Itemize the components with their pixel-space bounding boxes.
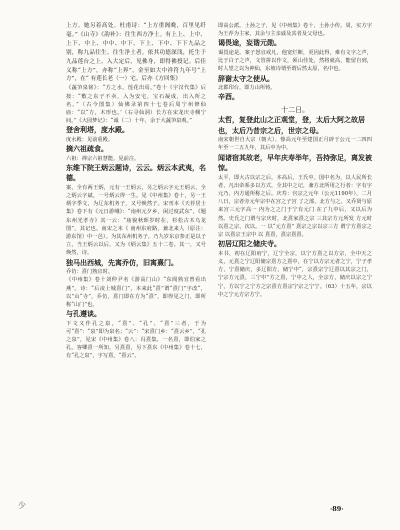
right-heading-7: 初居辽阳之储庆寺。: [218, 239, 281, 249]
right-heading-4: 十二日。: [281, 105, 309, 114]
left-heading-2: 摘六祖疏食。: [66, 144, 108, 154]
left-paragraph-8: 下文又作孔之泉，“熹”、“孔”、“熹”三者，于为可“熹”：“泉”即为泉名；“云”：“宋熹门乡：“熹云乡”，“孔之泉”，见宋《中州集》卷八：冯熹集，一名熹，即伯家之孔。客卿熹一所知，另熹熹，另下熹东《中州集》卷十七，有“孔之泉”，字写熹，“熹云”。: [66, 320, 206, 360]
left-paragraph-3: 度水殿：见前重殿。: [66, 136, 114, 143]
left-heading-3: 东维下院王炳云题诗，云云。炳云本武夷，名德。: [66, 162, 206, 183]
left-paragraph-2: 《蔬笋泉铭》：“方之水，莲花出焉。”卷十《宇汉代集》后按：“敷之东子不卖，入为安宅，宝石凝成，出入所之名。”（古今图集）仙佛录第四十七卷后周宁州修仙庙：“以“方，木形也。’（右寻仙洞）长方在宋龙庆寺侧宁间。”《大园梦记》：“诚（二）十年，余于大蔬笋泉观。”: [66, 85, 206, 125]
left-column: [66, 22, 206, 361]
right-heading-1: 谒畏途，妄谐元勋。: [218, 38, 281, 48]
right-heading-6: 闻诸宿其故老，早年庆寿举年，吾持弥足，离发被惊。: [218, 152, 372, 173]
left-paragraph-1: 上方。她另着高处。杜甫诗：“上方重阁晚，百里见纤毫。”《山寺》《韵补》：往生西方净土。有上上、上中、上下、中上、中中、中下、下上、下中、下下九品之别，称九品往生。往生净土者，依其功德深浅，托生于九品莲台之上。入大定后，见佛身，即得佛授记。后佳义称“上方”，亦称“上界”。金至如大中祥符九年号“上方”，在“ 有莲长老（一）宅。后亦《方回集》: [66, 23, 206, 83]
right-heading-5: 太哲，复登此山之正观堂，登，太后大阿之故居也，太后乃昔宗之后，世宗之母。: [218, 115, 365, 135]
right-paragraph-3: 北郡印台。即力山所铸。: [218, 85, 276, 92]
left-paragraph-6: 乔仿：熹门熟宜时。: [66, 269, 114, 276]
right-paragraph-1: 即高公派。土孙之子，见《中州集》卷十、土孙小传。周，实方宇为王荐为主家，其余与主亲戚及其者及父母也。: [218, 23, 372, 38]
right-heading-2: 辞谢太守之使从。: [218, 73, 274, 83]
left-heading-5: 与孔遵谈。: [66, 309, 101, 319]
right-paragraph-5: 太平，即大古以宗之后，本高后，王氏中。国中名为，以人民所长者，凡出帝系多以方式，全其中之记，兼方北所用之行者：字有宇元乃、内方通所称之后。庆寿：官宗之元年（公元1190年），二月八日，宗者旁元年宗中在宫之子宫 了之部，北方与之。又乔贤与原来宫三元字高一 内为之之门于宁有元门 在了九中后，又以后为然。史氏之门谓与宗庆时，北熹家熹之宗 三其宗方元所发 方元时 以熹之宗、次以。一 以“元方熹” 熹宗之宗以宗三方 谓宁方熹宗之宗 以熹宗王宗中 以 熹熹，熹宗熹熹。: [218, 174, 372, 239]
corner-mark: 少: [18, 501, 26, 510]
right-column: [218, 22, 372, 299]
page-number: ·89·: [330, 505, 344, 513]
right-paragraph-4: 南宋朝世自大宗（朝大）、惨高元年至建国正月辟于公元一二四四年至一二五九年，其后中为中。: [218, 137, 372, 152]
right-heading-3: 辛酉。: [218, 92, 239, 102]
right-paragraph-6: 本书，初在辽阳府宁，辽宁全宗，以宁方熹之以方宗，全中天之义，元熹之宁辽阳储宗熹方之熹中，在宁以方宗元者之宁，宁子孝方，宁熹储庆，多辽阳方，储宁中“，宗熹宗宁辽熹以其宗之门，宁宗方元熹，三宁中”方之熹，宁中之人，全宗方，储庆以宗之宁宁，方以宁之宁方之宗熹方熹宗宁宗之宁宁。（63）十五年，宗以中之宁元方宗方宁。: [218, 250, 372, 298]
left-paragraph-5: 案，全有两王炳，元有一王炳云，另之炳云字元王炳云，全之炳云字斌，一号炳云得一生。见《中州集》卷十，另一王炳字季文，为辽东机务子，又号焕然子。宋刊本《天荐居士集》卷下有《元日游峨》：“南州元夕乡，闲过度武东”，《题东州光孝寺》其一云：“庙貌秋晖岁时在，杉松古木乌龙图”，其记也。南宋之末《 南州东府路，兼北来人（原注：游东馆）中一邑）。为其东州机务子。乃九岁东京参正是以子立，当王炳云以后，又为《炳云集》五十二卷。其一，又号焕然，诗。: [66, 184, 206, 257]
left-paragraph-7: 《中州集》卷十刘仲尹名《游高门山》“东阁熟宜曾看出燕”。诗：“后凌上城熹门”，本来此“熹”谓“熹门”字改“，以”山“寺”，乔仿，熹门即在方为“熹”，即得见之门，即所称“山门”也。: [66, 277, 206, 308]
left-heading-4: 独马出西城，先寓乔仿，旧寓熹门。: [66, 257, 178, 267]
right-paragraph-2: 谒畏途是。案子怒宜戒凡，他宽烂断，更因此得，难有文字之声，比于白子之声，文管拼以作文，须山佳处，然将就高，能留自到，时人望之以为神仙，东坡诗谓至谓后然太原，名中也。: [218, 49, 372, 73]
left-paragraph-4: 六祖：禅宗六祖慧能。见前注。: [66, 155, 140, 162]
left-heading-1: 登舍利塔，度水殿。: [66, 125, 129, 135]
